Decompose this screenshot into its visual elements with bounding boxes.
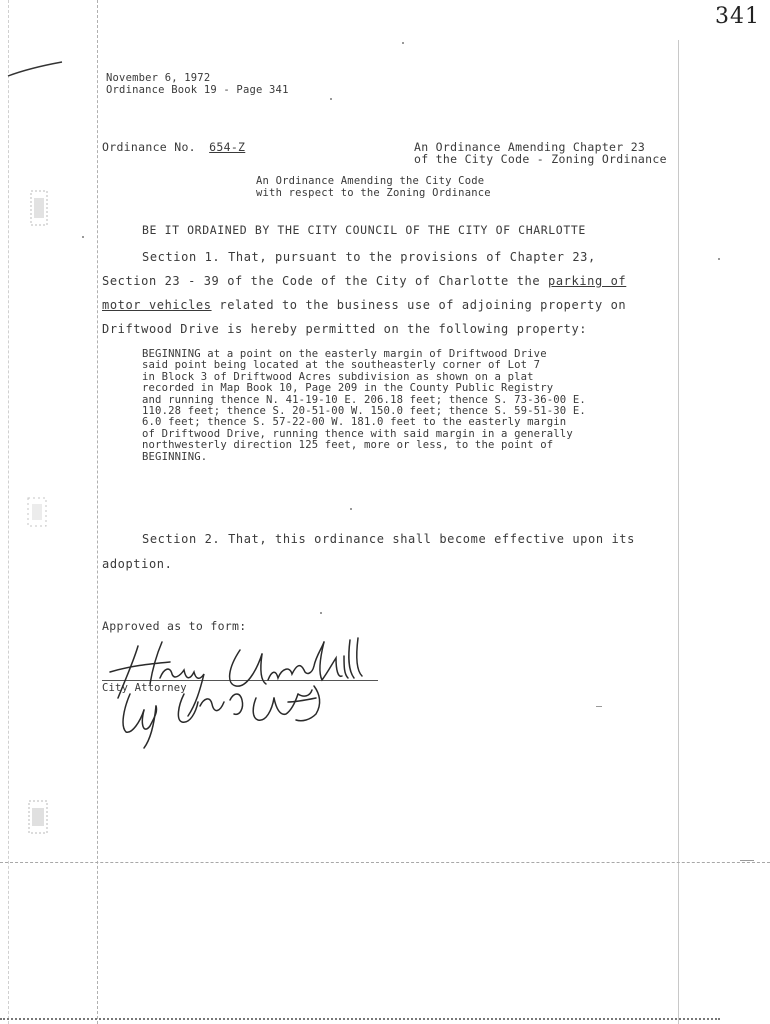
ordinance-number-label: Ordinance No. [102, 140, 196, 154]
ordinance-subtitle-line-2: with respect to the Zoning Ordinance [256, 187, 491, 199]
scan-speck [402, 42, 404, 44]
description-line: said point being located at the southeasterly corner of Lot 7 [142, 359, 541, 372]
ordinance-title-line-2: of the City Code - Zoning Ordinance [414, 152, 667, 166]
city-attorney-label: City Attorney [102, 682, 187, 694]
approved-as-to-form: Approved as to form: [102, 619, 247, 633]
scan-speck [350, 508, 352, 510]
description-line: 110.28 feet; thence S. 20-51-00 W. 150.0 feet; thence S. 59-51-30 E. [142, 405, 586, 418]
section-1-line-4: Driftwood Drive is hereby permitted on the following property: [102, 322, 588, 336]
punch-hole-mark-2 [26, 496, 48, 528]
section-1-line-2 [102, 274, 626, 288]
description-line: in Block 3 of Driftwood Acres subdivision as shown on a plat [142, 370, 534, 383]
ordinance-title-line-1: An Ordinance Amending Chapter 23 [414, 140, 646, 154]
description-line: BEGINNING at a point on the easterly margin of Driftwood Drive [142, 348, 547, 360]
section-1-line-3-text: related to the business use of adjoining property on [211, 298, 627, 312]
scan-speck [330, 98, 332, 100]
scan-speck [320, 612, 322, 614]
bottom-rule [0, 1018, 720, 1020]
section-2-line-2: adoption. [102, 557, 173, 571]
section-1-line-3 [102, 298, 626, 312]
scan-speck [596, 706, 602, 707]
punch-hole-mark-1 [30, 190, 48, 226]
description-line: 6.0 feet; thence S. 57-22-00 W. 181.0 feet to the easterly margin [142, 416, 567, 429]
ordinance-number-line [102, 140, 271, 154]
description-line: BEGINNING. [142, 450, 208, 463]
margin-pen-mark [6, 60, 66, 80]
description-line: northwesterly direction 125 feet, more or less, to the point of [142, 439, 554, 452]
description-line: and running thence N. 41-19-10 E. 206.18 feet; thence S. 73-36-00 E. [142, 393, 586, 406]
section-1-line-2-text: Section 23 - 39 of the Code of the City of Charlotte the [102, 274, 549, 288]
parking-of-underlined: parking of [548, 274, 627, 288]
scan-speck [718, 258, 720, 260]
description-line: of Driftwood Drive, running thence with said margin in a generally [142, 427, 573, 440]
scan-speck [740, 860, 754, 861]
section-2-line-1: Section 2. That, this ordinance shall become effective upon its [142, 532, 635, 546]
ordinance-number: 654-Z [209, 140, 246, 154]
section-1-line-1: Section 1. That, pursuant to the provisions of Chapter 23, [142, 250, 596, 264]
property-description [142, 349, 662, 463]
left-margin-line [97, 0, 98, 1024]
lower-rule [0, 862, 770, 863]
enactment-clause: BE IT ORDAINED BY THE CITY COUNCIL OF THE CITY OF CHARLOTTE [142, 223, 586, 237]
motor-vehicles-underlined: motor vehicles [102, 298, 212, 312]
scan-speck [82, 236, 84, 238]
document-date: November 6, 1972 [106, 72, 211, 84]
page-number: 341 [715, 4, 760, 29]
book-reference: Ordinance Book 19 - Page 341 [106, 84, 289, 96]
right-margin-line [678, 40, 679, 1024]
punch-hole-mark-3 [28, 800, 48, 834]
attorney-signature [100, 636, 380, 756]
left-edge-line [8, 0, 9, 1024]
ordinance-subtitle-line-1: An Ordinance Amending the City Code [256, 175, 485, 187]
description-line: recorded in Map Book 10, Page 209 in the County Public Registry [142, 382, 554, 395]
